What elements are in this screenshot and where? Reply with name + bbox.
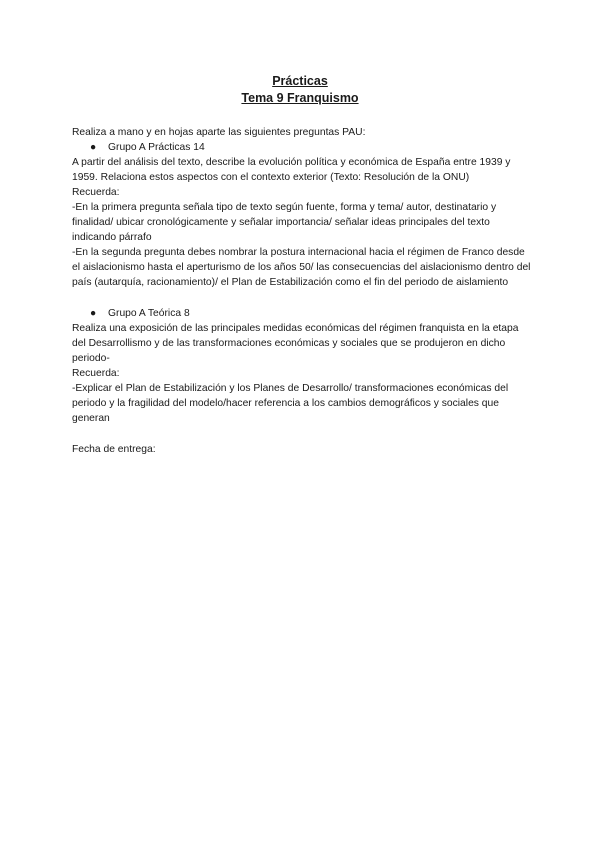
group2-bullet bbox=[72, 306, 532, 321]
group1-note2: -En la segunda pregunta debes nombrar la postura internacional hacia el régimen de Franco desde el aislacionismo hasta el aperturismo de los años 50/ las consecuencias del aislacionismo dentro del país (autarquía, racionamiento)/ el Plan de Estabilización como el fin del periodo de aislamiento bbox=[72, 247, 531, 288]
group1-note1: -En la primera pregunta señala tipo de texto según fuente, forma y tema/ autor, destinatario y finalidad/ ubicar cronológicamente y señalar importancia/ señalar ideas principales del texto indicando párrafo bbox=[72, 202, 497, 243]
group1-recuerda: Recuerda: bbox=[72, 187, 120, 198]
bullet-icon: ● bbox=[90, 142, 97, 153]
group2-label: Grupo A Teórica 8 bbox=[108, 308, 190, 319]
due-date-label: Fecha de entrega: bbox=[72, 444, 156, 455]
group2-question: Realiza una exposición de las principales medidas económicas del régimen franquista en la etapa del Desarrollismo y de las transformaciones económicas y sociales que se produjeron en dicho periodo- bbox=[72, 323, 519, 364]
group2-recuerda: Recuerda: bbox=[72, 368, 120, 379]
spacer bbox=[72, 426, 532, 442]
intro-text: Realiza a mano y en hojas aparte las siguientes preguntas PAU: bbox=[72, 127, 366, 138]
group2-note1: -Explicar el Plan de Estabilización y los Planes de Desarrollo/ transformaciones económicas del periodo y la fragilidad del modelo/hacer referencia a los cambios demográficos y sociales que generan bbox=[72, 383, 509, 424]
doc-title: Prácticas bbox=[272, 74, 328, 88]
doc-subtitle: Tema 9 Franquismo bbox=[241, 91, 359, 105]
document-body bbox=[72, 125, 532, 457]
spacer bbox=[72, 290, 532, 306]
group1-bullet bbox=[72, 140, 532, 155]
title-block bbox=[0, 73, 600, 107]
group1-label: Grupo A Prácticas 14 bbox=[108, 142, 205, 153]
group1-question: A partir del análisis del texto, describe la evolución política y económica de España entre 1939 y 1959. Relaciona estos aspectos con el contexto exterior (Texto: Resolución de la ONU) bbox=[72, 157, 511, 183]
bullet-icon: ● bbox=[90, 308, 97, 319]
